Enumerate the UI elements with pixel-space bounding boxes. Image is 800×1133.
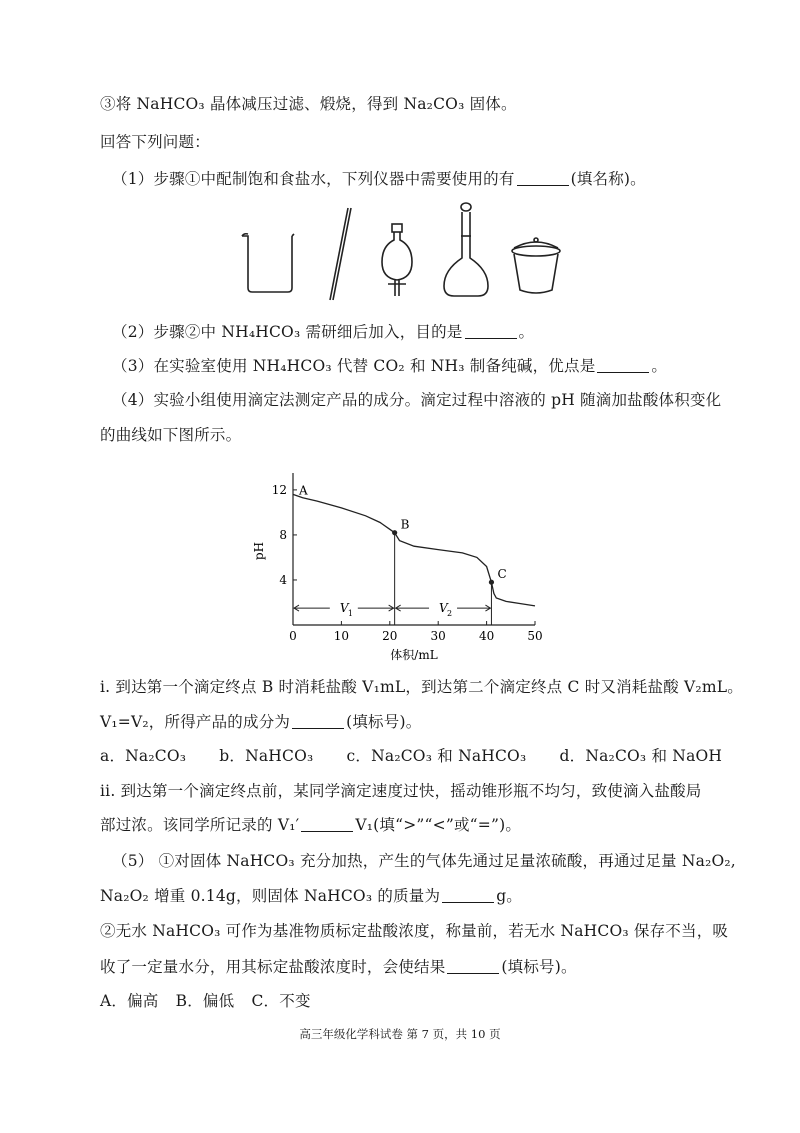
q3 bbox=[112, 354, 667, 376]
separatory-funnel-icon bbox=[382, 224, 412, 296]
y-axis-label: pH bbox=[252, 541, 266, 561]
q4-ii-text: 部过浓。该同学所记录的 V₁′ bbox=[100, 816, 300, 834]
option-B: B．偏低 bbox=[175, 992, 235, 1010]
q5-line2 bbox=[100, 884, 522, 906]
interval-sub-1: 1 bbox=[347, 609, 353, 619]
q4-ii-text-end: V₁(填“>”“<”或“=”)。 bbox=[355, 816, 522, 834]
point-label-B: B bbox=[400, 517, 410, 532]
q5-2-text-end: (填标号)。 bbox=[501, 958, 577, 976]
point-label-C: C bbox=[497, 567, 507, 582]
page-footer: 高三年级化学科试卷 第 7 页，共 10 页 bbox=[299, 1027, 501, 1041]
q4-i-line2 bbox=[100, 710, 421, 732]
q4-i-text: V₁=V₂，所得产品的成分为 bbox=[100, 713, 291, 731]
q4-i-line1: i. 到达第一个滴定终点 B 时消耗盐酸 V₁mL，到达第二个滴定终点 C 时又消耗盐酸 V₂mL。 bbox=[100, 678, 743, 696]
q2 bbox=[112, 320, 534, 342]
x-tick-label-30: 30 bbox=[430, 629, 446, 643]
q2-text-end: 。 bbox=[518, 323, 535, 341]
q2-text: （2）步骤②中 NH₄HCO₃ 需研细后加入，目的是 bbox=[112, 323, 463, 341]
y-tick-label-8: 8 bbox=[279, 527, 287, 542]
q5-text-end: g。 bbox=[496, 887, 523, 905]
option-b: b．NaHCO₃ bbox=[219, 747, 314, 765]
q5-line3: ②无水 NaHCO₃ 可作为基准物质标定盐酸浓度，称量前，若无水 NaHCO₃ 保存不当，吸 bbox=[100, 922, 729, 940]
q1-text: （1）步骤①中配制饱和食盐水，下列仪器中需要使用的有 bbox=[112, 170, 515, 188]
q4-ii-line2 bbox=[100, 813, 521, 835]
option-a: a．Na₂CO₃ bbox=[100, 747, 187, 765]
y-tick-label-12: 12 bbox=[271, 482, 287, 497]
q4-i-blank[interactable] bbox=[292, 714, 344, 729]
x-tick-label-40: 40 bbox=[478, 629, 495, 643]
q4-ii-line1: ii. 到达第一个滴定终点前，某同学滴定速度过快，摇动锥形瓶不均匀，致使滴入盐酸局 bbox=[100, 782, 702, 800]
q2-blank[interactable] bbox=[465, 324, 517, 339]
point-C bbox=[489, 580, 494, 585]
q5-options bbox=[100, 989, 339, 1011]
q1 bbox=[112, 167, 646, 189]
y-tick-label-4: 4 bbox=[279, 572, 287, 587]
x-tick-label-20: 20 bbox=[382, 629, 398, 643]
point-B bbox=[392, 530, 397, 535]
intro-text: 回答下列问题： bbox=[100, 133, 210, 151]
interval-label-2: V bbox=[439, 601, 448, 616]
q4-line1: （4）实验小组使用滴定法测定产品的成分。滴定过程中溶液的 pH 随滴加盐酸体积变化 bbox=[112, 391, 722, 409]
option-A: A．偏高 bbox=[100, 992, 159, 1010]
point-label-A: A bbox=[299, 483, 308, 498]
q5-line1: （5） ①对固体 NaHCO₃ 充分加热，产生的气体先通过足量浓硫酸，再通过足量 Na₂O₂, bbox=[112, 852, 736, 870]
step3-text: ③将 NaHCO₃ 晶体减压过滤、煅烧，得到 Na₂CO₃ 固体。 bbox=[100, 95, 517, 113]
option-d: d．Na₂CO₃ 和 NaOH bbox=[559, 747, 723, 765]
apparatus-figure bbox=[230, 196, 570, 306]
q4-ii-blank[interactable] bbox=[301, 817, 353, 832]
x-axis-label: 体积/mL bbox=[390, 648, 438, 662]
x-tick-label-10: 10 bbox=[333, 629, 350, 643]
q3-blank[interactable] bbox=[597, 358, 649, 373]
option-C: C．不变 bbox=[251, 992, 311, 1010]
q5-blank[interactable] bbox=[442, 888, 494, 903]
titration-chart bbox=[245, 463, 545, 668]
q1-blank[interactable] bbox=[517, 171, 569, 186]
crucible-icon bbox=[512, 238, 560, 293]
q3-text: （3）在实验室使用 NH₄HCO₃ 代替 CO₂ 和 NH₃ 制备纯碱，优点是 bbox=[112, 357, 596, 375]
x-tick-label-0: 0 bbox=[289, 629, 297, 643]
ph-curve bbox=[293, 494, 535, 606]
q4-line2: 的曲线如下图所示。 bbox=[100, 426, 242, 444]
option-c: c．Na₂CO₃ 和 NaHCO₃ bbox=[346, 747, 527, 765]
q5-2-text: 收了一定量水分，用其标定盐酸浓度时，会使结果 bbox=[100, 958, 446, 976]
q5-2-blank[interactable] bbox=[447, 959, 499, 974]
glass-rod-icon bbox=[330, 208, 351, 300]
q5-text: Na₂O₂ 增重 0.14g，则固体 NaHCO₃ 的质量为 bbox=[100, 887, 441, 905]
q5-line4 bbox=[100, 955, 577, 977]
interval-label-1: V bbox=[339, 601, 349, 616]
interval-sub-2: 2 bbox=[447, 609, 453, 619]
volumetric-flask-icon bbox=[444, 203, 488, 296]
q4-i-options bbox=[100, 744, 750, 766]
q1-text-end: (填名称)。 bbox=[570, 170, 646, 188]
q3-text-end: 。 bbox=[651, 357, 668, 375]
q4-i-text-end: (填标号)。 bbox=[346, 713, 422, 731]
x-tick-label-50: 50 bbox=[527, 629, 543, 643]
beaker-icon bbox=[242, 234, 294, 292]
